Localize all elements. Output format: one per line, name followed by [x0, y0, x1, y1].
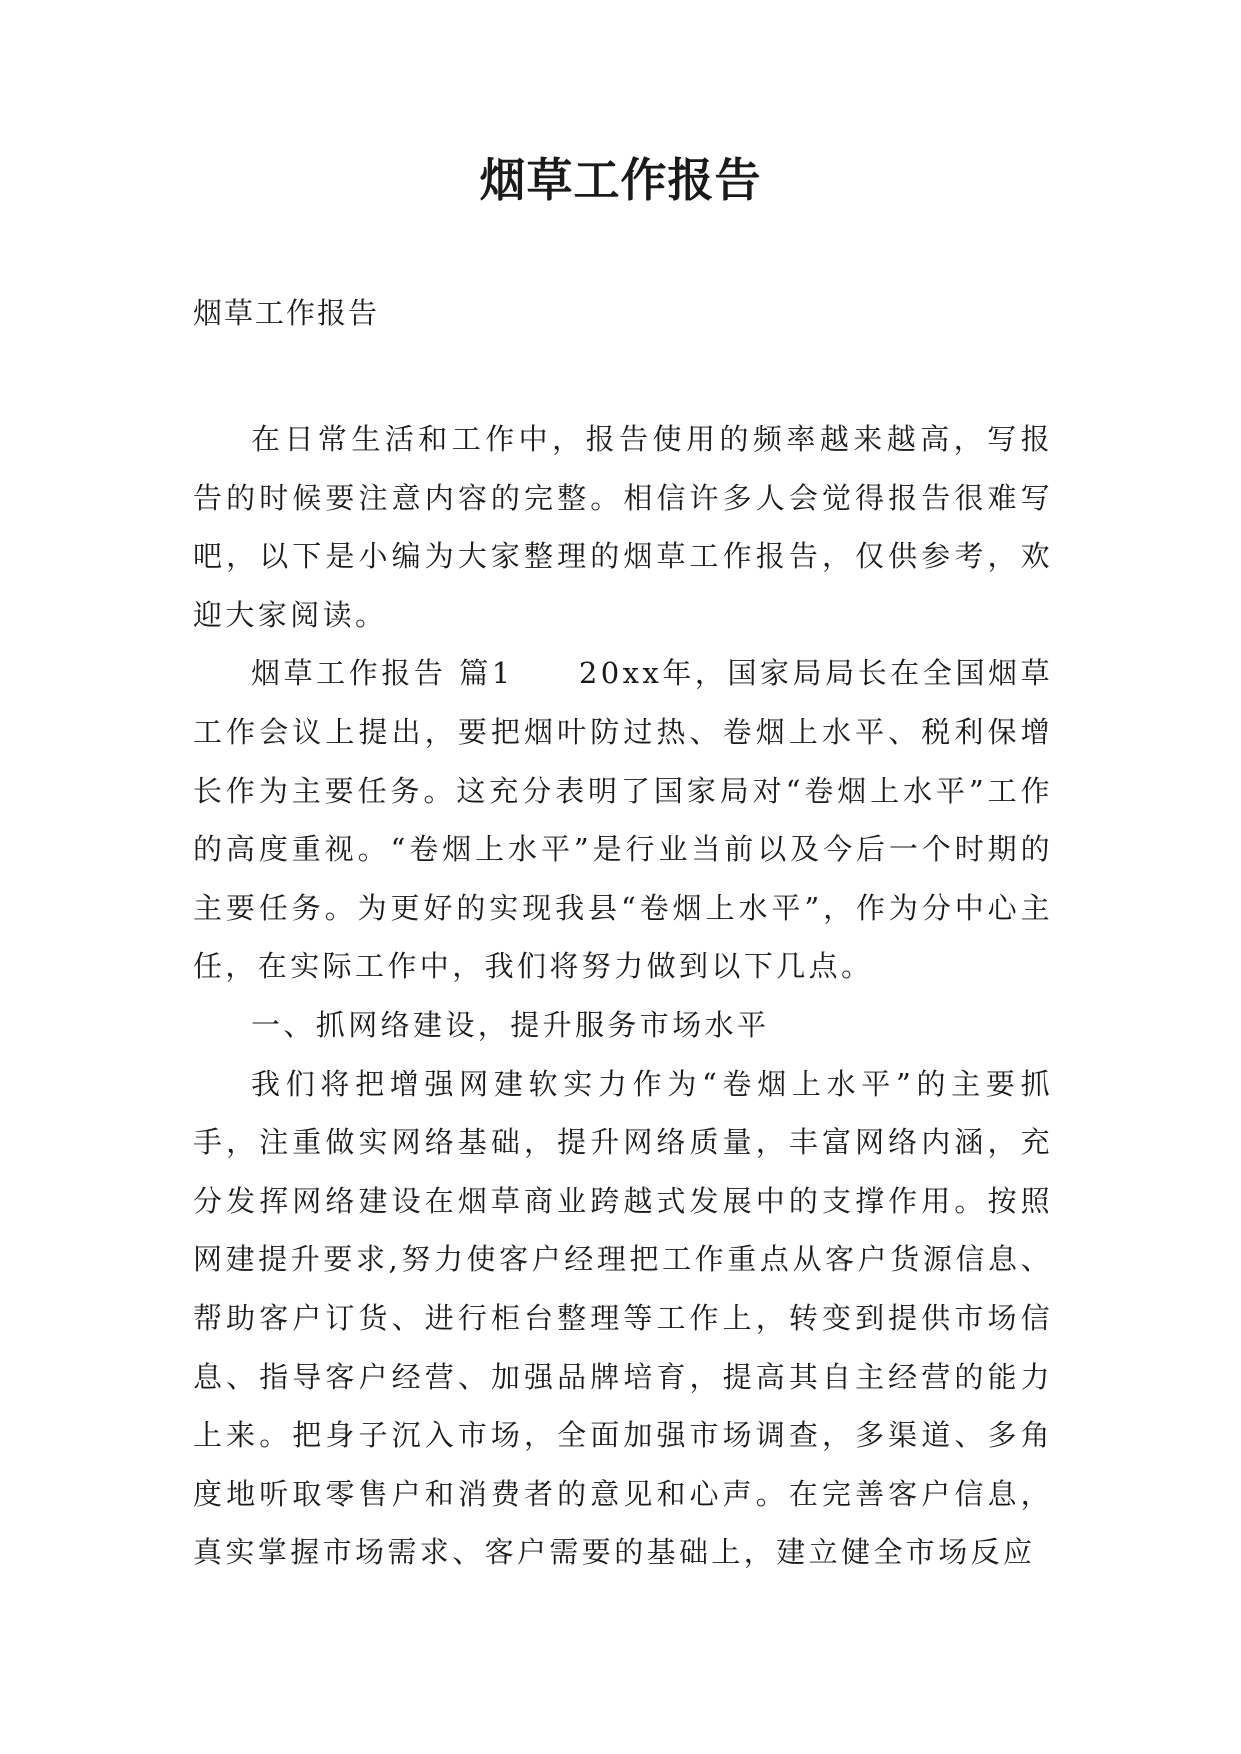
document-body	[193, 410, 1053, 1582]
paragraph-network-details: 我们将把增强网建软实力作为“卷烟上水平”的主要抓手，注重做实网络基础，提升网络质量，丰富网络内涵，充分发挥网络建设在烟草商业跨越式发展中的支撑作用。按照网建提升要求,努力使客户经理把工作重点从客户货源信息、帮助客户订货、进行柜台整理等工作上，转变到提供市场信息、指导客户经营、加强品牌培育，提高其自主经营的能力上来。把身子沉入市场，全面加强市场调查，多渠道、多角度地听取零售户和消费者的意见和心声。在完善客户信息，真实掌握市场需求、客户需要的基础上，建立健全市场反应	[193, 1066, 1053, 1570]
document-subtitle: 烟草工作报告	[193, 296, 380, 330]
paragraph-intro: 在日常生活和工作中，报告使用的频率越来越高，写报告的时候要注意内容的完整。相信许多人会觉得报告很难写吧，以下是小编为大家整理的烟草工作报告，仅供参考，欢迎大家阅读。	[193, 422, 1053, 632]
paragraph-heading-network: 一、抓网络建设，提升服务市场水平	[251, 1007, 770, 1042]
paragraph-section-1: 烟草工作报告 篇1 20xx年，国家局局长在全国烟草工作会议上提出，要把烟叶防过热、卷烟上水平、税利保增长作为主要任务。这充分表明了国家局对“卷烟上水平”工作的高度重视。“卷烟上水平”是行业当前以及今后一个时期的主要任务。为更好的实现我县“卷烟上水平”，作为分中心主任，在实际工作中，我们将努力做到以下几点。	[193, 656, 1053, 984]
document-title: 烟草工作报告	[479, 153, 762, 207]
